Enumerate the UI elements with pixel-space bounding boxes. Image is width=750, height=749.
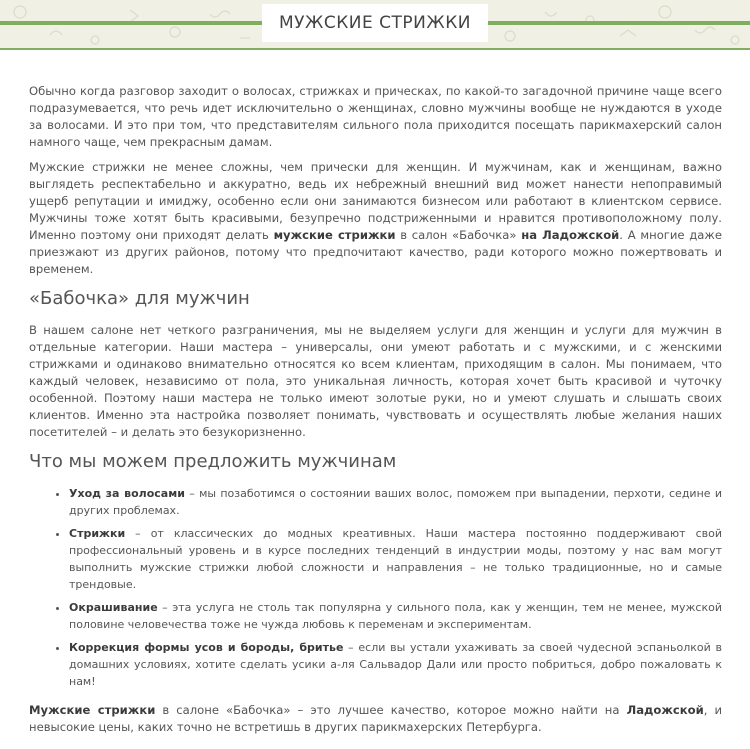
section-heading-offers: Что мы можем предложить мужчинам <box>29 451 397 472</box>
intro-paragraph-1: Обычно когда разговор заходит о волосах, стрижках и прическах, по какой-то загадочной причине чаще всего подразумевается, что речь идет исключительно о женщинах, словно мужчины вообще не нуждаются в уходе за волосами. И это при том, что представителям сильного пола приходится посещать парикмахерский салон намного чаще, чем прекрасным дамам. <box>29 84 722 149</box>
page-title: МУЖСКИЕ СТРИЖКИ <box>279 13 471 33</box>
header-accent-line-left <box>0 21 262 25</box>
list-item: • Коррекция формы усов и бороды, бритье – если вы устали ухаживать за своей чудесной эспаньолкой в домашних условиях, хотите сделать усики а-ля Сальвадор Дали или просто побриться, добро пожаловать к нам! <box>69 639 722 690</box>
list-item: • Окрашивание – эта услуга не столь так популярна у сильного пола, как у женщин, тем не менее, мужской половине человечества тоже не чужда любовь к переменам и экспериментам. <box>69 599 722 633</box>
list-item: • Стрижки – от классических до модных креативных. Наши мастера постоянно поддерживают свой профессиональный уровень и в курсе последних тенденций в индустрии моды, поэтому у нас вам могут выполнить мужские стрижки любой сложности и направления – не только традиционные, но и самые трендовые. <box>69 525 722 593</box>
page-header <box>0 0 750 50</box>
header-accent-line-right <box>488 21 750 25</box>
header-bottom-line <box>0 48 750 50</box>
intro-paragraph-2: Мужские стрижки не менее сложны, чем прически для женщин. И мужчинам, как и женщинам, важно выглядеть респектабельно и аккуратно, ведь их небрежный внешний вид может нанести непоправимый ущерб репутации и имиджу, особенно если они занимаются бизнесом или работают в клиентском сервисе. Мужчины тоже хотят быть красивыми, безупречно подстриженными и нравится противоположному полу. Именно поэтому они приходят делать мужские стрижки в салон «Бабочка» на Ладожской. А многие даже приезжают из других районов, потому что предпочитают качество, ради которого можно пожертвовать и временем. <box>29 160 722 276</box>
header-title-box <box>262 4 488 42</box>
article-content <box>29 83 722 744</box>
section-paragraph-butterfly: В нашем салоне нет четкого разграничения, мы не выделяем услуги для женщин и услуги для мужчин в отдельные категории. Наши мастера – универсалы, они умеют работать и с мужскими, и с женскими стрижками и одинаково внимательно относятся ко всем клиентам, приходящим в салон. Мы понимаем, что каждый человек, независимо от пола, это уникальная личность, которая хочет быть красивой и чуточку особенной. Поэтому наши мастера не только имеют золотые руки, но и умеют слушать и слышать своих клиентов. Именно эта настройка позволяет понимать, чувствовать и осуществлять любые желания наших посетителей – и делать это безукоризненно. <box>29 323 722 439</box>
section-heading-butterfly: «Бабочка» для мужчин <box>29 288 250 309</box>
bold-location: на Ладожской <box>521 228 620 242</box>
list-item: • Уход за волосами – мы позаботимся о состоянии ваших волос, поможем при выпадении, перхоти, седине и других проблемах. <box>69 485 722 519</box>
closing-paragraph: Мужские стрижки в салоне «Бабочка» – это лучшее качество, которое можно найти на Ладожской, и невысокие цены, каких точно не встретишь в других парикмахерских Петербурга. <box>29 703 723 734</box>
services-list <box>29 485 722 690</box>
bold-keyword: мужские стрижки <box>273 228 396 242</box>
